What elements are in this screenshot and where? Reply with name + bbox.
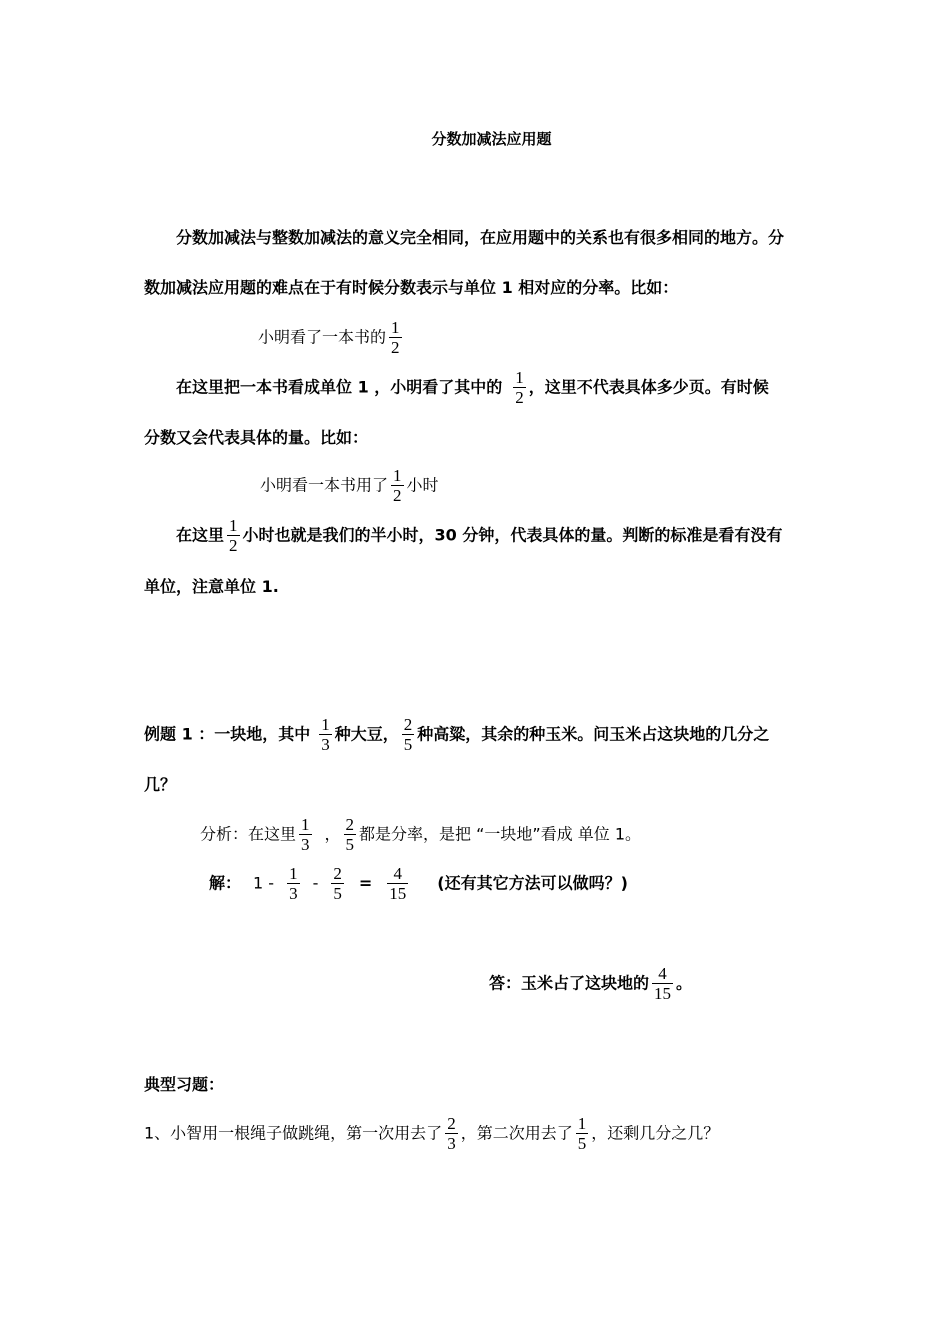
- intro-line-5-post: 小时也就是我们的半小时，30 分钟，代表具体的量。判断的标准是看有没有: [242, 525, 783, 545]
- solution-label: 解：: [209, 873, 242, 893]
- example-problem-mid-2: 种高粱，其余的种玉米。问玉米占这块地的几分之: [417, 724, 770, 744]
- exercise-question-1: [144, 1114, 719, 1153]
- exercises-heading: 典型习题：: [144, 1075, 225, 1094]
- fraction-numerator: 2: [447, 1114, 456, 1133]
- fraction-numerator: 4: [387, 864, 408, 884]
- intro-line-3: [176, 368, 769, 407]
- example-sentence-2: [260, 466, 439, 505]
- fraction-denominator: 3: [289, 884, 298, 903]
- intro-line-1: 分数加减法与整数加减法的意义完全相同，在应用题中的关系也有很多相同的地方。分: [176, 228, 785, 247]
- fraction-numerator: 1: [391, 318, 400, 337]
- fraction-numerator: 2: [333, 864, 342, 883]
- fraction-one-half: [513, 368, 526, 407]
- fraction-one-half: [227, 516, 240, 555]
- example-sentence-2-post: 小时: [406, 475, 439, 495]
- intro-line-5-pre: 在这里: [176, 525, 225, 545]
- fraction-four-fifteenths: [652, 964, 673, 1003]
- fraction-one-fifth: [576, 1114, 589, 1153]
- solution-line: [209, 864, 628, 903]
- intro-line-3-post: ，这里不代表具体多少页。有时候: [528, 377, 769, 397]
- fraction-denominator: 5: [333, 884, 342, 903]
- fraction-denominator: 3: [301, 835, 310, 854]
- fraction-two-thirds: [445, 1114, 458, 1153]
- exercise-question-1-pre: 1、小智用一根绳子做跳绳，第一次用去了: [144, 1123, 443, 1143]
- analysis-line: [200, 815, 641, 854]
- fraction-numerator: 1: [515, 368, 524, 387]
- example-sentence-2-pre: 小明看一本书用了: [260, 475, 389, 495]
- fraction-four-fifteenths: [387, 864, 408, 903]
- example-problem-mid-1: 种大豆，: [334, 724, 399, 744]
- fraction-numerator: 4: [652, 964, 673, 984]
- fraction-two-fifths: [344, 815, 357, 854]
- fraction-denominator: 3: [447, 1134, 456, 1153]
- fraction-one-half: [391, 466, 404, 505]
- answer-post: 。: [676, 973, 693, 993]
- solution-minus: -: [312, 873, 319, 893]
- solution-equals: =: [358, 873, 373, 893]
- exercise-question-1-post: ，还剩几分之几？: [591, 1123, 720, 1143]
- fraction-numerator: 1: [577, 1114, 587, 1133]
- intro-line-6: 单位，注意单位 1.: [144, 577, 279, 596]
- fraction-denominator: 2: [515, 388, 524, 407]
- answer-pre: 答：玉米占了这块地的: [489, 973, 650, 993]
- fraction-two-fifths: [331, 864, 344, 903]
- fraction-one-third: [299, 815, 312, 854]
- page-title: 分数加减法应用题: [431, 130, 552, 148]
- answer-line: [489, 964, 692, 1003]
- fraction-numerator: 2: [403, 715, 413, 734]
- fraction-numerator: 1: [289, 864, 298, 883]
- fraction-denominator: 5: [345, 835, 355, 854]
- exercise-question-1-mid: ，第二次用去了: [460, 1123, 573, 1143]
- fraction-numerator: 1: [393, 466, 402, 485]
- analysis-separator: ，: [324, 824, 341, 844]
- fraction-denominator: 15: [654, 984, 672, 1003]
- example-problem-line-2: 几？: [144, 775, 177, 794]
- fraction-denominator: 5: [577, 1134, 587, 1153]
- fraction-numerator: 1: [321, 715, 330, 734]
- fraction-two-fifths: [402, 715, 415, 754]
- analysis-pre: 分析：在这里: [200, 824, 297, 844]
- analysis-post: 都是分率，是把 “一块地”看成 单位 1。: [359, 824, 642, 844]
- fraction-denominator: 2: [393, 486, 402, 505]
- intro-line-4: 分数又会代表具体的量。比如：: [144, 428, 369, 447]
- solution-note: (还有其它方法可以做吗？): [437, 873, 628, 893]
- fraction-denominator: 2: [391, 338, 400, 357]
- fraction-denominator: 5: [403, 735, 413, 754]
- example-problem-line-1: [144, 715, 769, 754]
- fraction-denominator: 2: [229, 536, 238, 555]
- fraction-numerator: 1: [301, 815, 310, 834]
- fraction-numerator: 1: [229, 516, 238, 535]
- intro-line-5: [176, 516, 782, 555]
- example-sentence-1-text: 小明看了一本书的: [258, 327, 387, 347]
- fraction-one-third: [319, 715, 332, 754]
- intro-line-3-pre: 在这里把一本书看成单位 1 ，小明看了其中的: [176, 377, 503, 397]
- fraction-one-third: [287, 864, 300, 903]
- fraction-one-half: [389, 318, 402, 357]
- fraction-numerator: 2: [345, 815, 355, 834]
- fraction-denominator: 15: [389, 884, 407, 903]
- example-sentence-1: [258, 318, 405, 357]
- example-problem-label: 例题 1 ：一块地，其中: [144, 724, 311, 744]
- intro-line-2: 数加减法应用题的难点在于有时候分数表示与单位 1 相对应的分率。比如：: [144, 278, 679, 297]
- fraction-denominator: 3: [321, 735, 330, 754]
- solution-one: 1 -: [253, 873, 275, 893]
